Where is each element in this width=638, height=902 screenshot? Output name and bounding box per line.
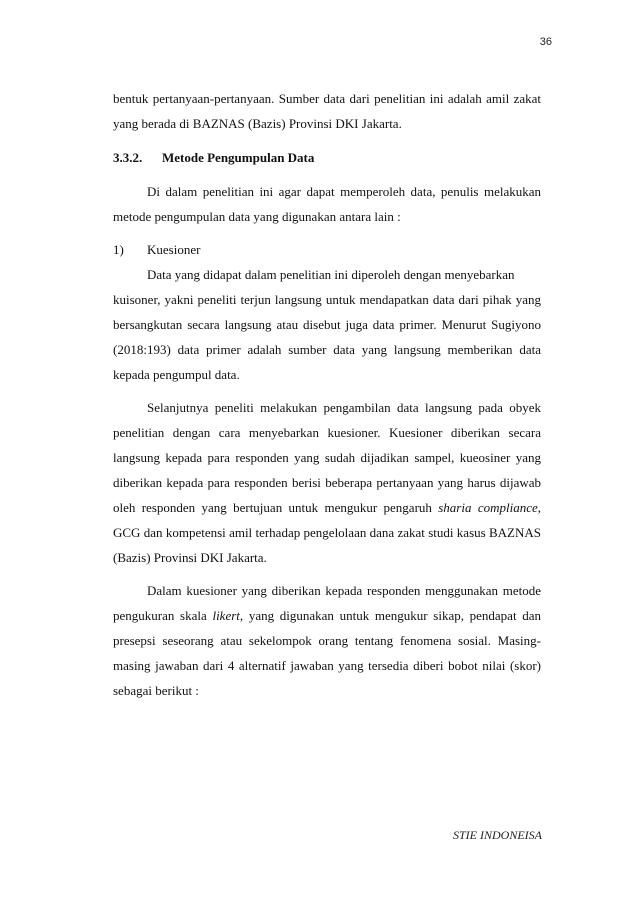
paragraph-distribution-emphasis: sharia compliance	[438, 500, 538, 515]
section-number: 3.3.2.	[113, 150, 143, 165]
paragraph-likert-text-b: yang digunakan untuk mengukur sikap, pendapat dan presepsi seseorang atau sekelompok orang tentang fenomena sosial. Masing-masing jawaban dari 4 alternatif jawaban yang tersedia diberi bobot nilai (skor) sebagai berikut :	[113, 608, 542, 698]
paragraph-distribution	[113, 395, 541, 570]
list-title: Kuesioner	[147, 242, 201, 257]
paragraph-distribution-text-b: , GCG dan kompetensi amil terhadap pengelolaan dana zakat studi kasus BAZNAS (Bazis) Provinsi DKI Jakarta.	[113, 500, 541, 565]
page-footer: STIE INDONEISA	[453, 828, 542, 842]
section-title: Metode Pengumpulan Data	[162, 150, 315, 165]
paragraph-likert	[113, 578, 541, 703]
paragraph-method: Di dalam penelitian ini agar dapat memperoleh data, penulis melakukan metode pengumpulan data yang digunakan antara lain :	[113, 184, 541, 224]
paragraph-distribution-text-a: Selanjutnya peneliti melakukan pengambilan data langsung pada obyek penelitian dengan cara menyebarkan kuesioner. Kuesioner diberikan secara langsung kepada para responden yang sudah dijadikan sampel, kueosiner yang diberikan kepada para responden berisi beberapa pertanyaan yang harus dijawab oleh responden yang bertujuan untuk mengukur pengaruh	[113, 400, 541, 515]
paragraph-kuesioner	[113, 262, 541, 387]
paragraph-likert-emphasis: likert,	[212, 608, 244, 623]
paragraph-intro: bentuk pertanyaan-pertanyaan. Sumber data dari penelitian ini adalah amil zakat yang berada di BAZNAS (Bazis) Provinsi DKI Jakarta.	[113, 91, 541, 131]
paragraph-kuesioner-rest: kuisoner, yakni peneliti terjun langsung untuk mendapatkan data dari pihak yang bersangkutan secara langsung atau disebut juga data primer. Menurut Sugiyono (2018:193) data primer adalah sumber data yang langsung memberikan data kepada pengumpul data.	[113, 292, 541, 382]
list-number: 1)	[113, 242, 124, 257]
page-number: 36	[539, 36, 552, 48]
document-body	[113, 86, 541, 703]
section-heading	[113, 145, 541, 170]
list-item-kuesioner	[113, 237, 541, 262]
paragraph-likert-text-a: Dalam kuesioner yang diberikan kepada responden menggunakan metode pengukuran skala	[113, 583, 541, 623]
paragraph-kuesioner-first-line: Data yang didapat dalam penelitian ini diperoleh dengan menyebarkan	[147, 267, 515, 282]
